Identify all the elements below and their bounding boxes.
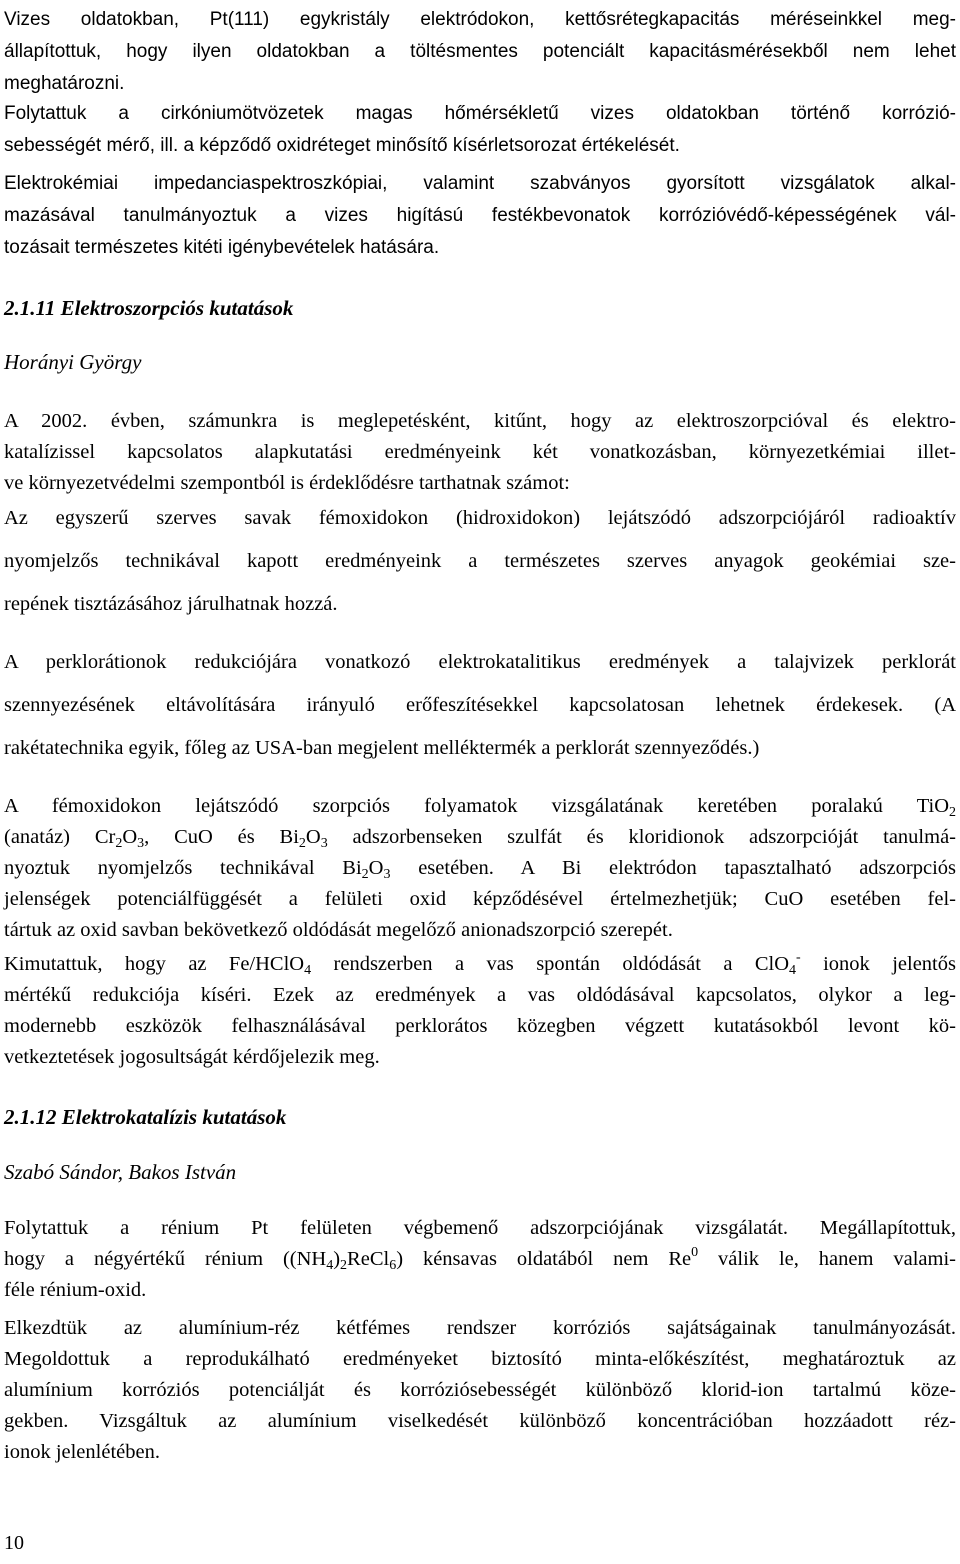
paragraph-line: jelenségek potenciálfüggését a felületi oxid képződésével értelmezhetjük; CuO esetében fel- [4, 888, 956, 910]
section-heading-electrosorption: 2.1.11 Elektroszorpciós kutatások [4, 296, 294, 320]
section-authors: Szabó Sándor, Bakos István [4, 1160, 237, 1184]
paragraph-line: alumínium korróziós potenciálját és korróziósebességét különböző klorid-ion tartalmú köze- [4, 1379, 956, 1401]
paragraph-line: mértékű redukciója kíséri. Ezek az eredmények a vas oldódásával kapcsolatos, olykor a leg- [4, 984, 956, 1006]
paragraph-pt111-capacitance [4, 4, 956, 100]
paragraph-line: Folytattuk a cirkóniumötvözetek magas hőmérsékletű vizes oldatokban történő korrózió- [4, 103, 956, 124]
paragraph-2002-findings [4, 406, 956, 499]
section-heading-electrocatalysis: 2.1.12 Elektrokatalízis kutatások [4, 1105, 287, 1129]
paragraph-line: Elektrokémiai impedanciaspektroszkópiai, valamint szabványos gyorsított vizsgálatok alkal- [4, 173, 956, 194]
paragraph-line: Folytattuk a rénium Pt felületen végbemenő adszorpciójának vizsgálatát. Megállapítottuk, [4, 1217, 956, 1239]
paragraph-metal-oxide-sorption [4, 791, 956, 946]
paragraph-line: féle rénium-oxid. [4, 1279, 147, 1301]
paragraph-line: mazásával tanulmányoztuk a vizes higítású festékbevonatok korrózióvédő-képességének vál- [4, 205, 956, 226]
paragraph-line: gekben. Vizsgáltuk az alumínium viselkedését különböző koncentrációban hozzáadott réz- [4, 1410, 956, 1432]
paragraph-zirconium-alloys [4, 98, 956, 162]
paragraph-line: ve környezetvédelmi szempontból is érdeklődésre tarthatnak számot: [4, 472, 570, 494]
paragraph-line: rakétatechnika egyik, főleg az USA-ban megjelent melléktermék a perklorát szennyeződés.) [4, 737, 760, 759]
paragraph-line: szennyezésének eltávolítására irányuló erőfeszítésekkel kapcsolatosan lehetnek érdekesek. (A [4, 694, 956, 716]
section-authors: Horányi György [4, 350, 142, 374]
paragraph-line: modernebb eszközök felhasználásával perklorátos közegben végzett kutatásokból levont kö- [4, 1015, 956, 1037]
paragraph-line: A perklorátionok redukciójára vonatkozó elektrokatalitikus eredmények a talajvizek perklorát [4, 651, 956, 673]
paragraph-line: tozásait természetes kitéti igénybevételek hatására. [4, 237, 440, 258]
paragraph-line: katalízissel kapcsolatos alapkutatási eredményeink két vonatkozásban, környezetkémiai illet- [4, 441, 956, 463]
paragraph-iron-perchlorate [4, 949, 956, 1073]
paragraph-line: meghatározni. [4, 73, 125, 94]
paragraph-line: Elkezdtük az alumínium-réz kétfémes rendszer korróziós sajátságainak tanulmányozását. [4, 1317, 956, 1339]
paragraph-aluminium-copper [4, 1313, 956, 1468]
paragraph-line: nyoztuk nyomjelzős technikával $Bi_2O_3$ esetében. A Bi elektródon tapasztalható adszorpciós [4, 857, 956, 882]
paragraph-line: Kimutattuk, hogy az Fe/HClO$_4$ rendszerben a vas spontán oldódását a ClO$_4$- ionok jelentős [4, 950, 956, 978]
paragraph-line: A 2002. évben, számunkra is meglepetésként, kitűnt, hogy az elektroszorpcióval és elektro- [4, 410, 956, 432]
paragraph-line: vetkeztetések jogosultságát kérdőjelezik meg. [4, 1046, 380, 1068]
paragraph-perchlorate [4, 641, 956, 770]
paragraph-line: repének tisztázásához járulhatnak hozzá. [4, 593, 338, 615]
paragraph-line: állapítottuk, hogy ilyen oldatokban a töltésmentes potenciált kapacitásmérésekből nem lehet [4, 41, 956, 62]
paragraph-line: Az egyszerű szerves savak fémoxidokon (hidroxidokon) lejátszódó adszorpciójáról radioaktív [4, 507, 956, 529]
paragraph-line: tártuk az oxid savban bekövetkező oldódását megelőző anionadszorpció szerepét. [4, 919, 673, 941]
paragraph-line: sebességét mérő, ill. a képződő oxidréteget minősítő kísérletsorozat értékelését. [4, 135, 680, 156]
paragraph-line: nyomjelzős technikával kapott eredményeink a természetes szerves anyagok geokémiai sze- [4, 550, 956, 572]
paragraph-organic-acids [4, 497, 956, 626]
paragraph-line: Vizes oldatokban, Pt(111) egykristály elektródokon, kettősrétegkapacitás méréseinkkel meg- [4, 9, 956, 30]
paragraph-line: (anatáz) $Cr_2O_3$, CuO és $Bi_2O_3$ adszorbenseken szulfát és kloridionok adszorpcióját tanulmá- [4, 826, 956, 851]
paragraph-line: ionok jelenlétében. [4, 1441, 160, 1463]
paragraph-rhenium-adsorption [4, 1213, 956, 1306]
paragraph-line: Megoldottuk a reprodukálható eredményeket biztosító minta-előkészítést, meghatároztuk az [4, 1348, 956, 1370]
paragraph-line: hogy a négyértékű rénium $((NH_4)_2ReCl_6)$ kénsavas oldatából nem Re$^0$ válik le, hanem valami- [4, 1245, 956, 1273]
page-number: 10 [4, 1532, 24, 1554]
paragraph-line: A fémoxidokon lejátszódó szorpciós folyamatok vizsgálatának keretében poralakú TiO$_2$ [4, 795, 956, 820]
paragraph-impedance-spectroscopy [4, 168, 956, 264]
